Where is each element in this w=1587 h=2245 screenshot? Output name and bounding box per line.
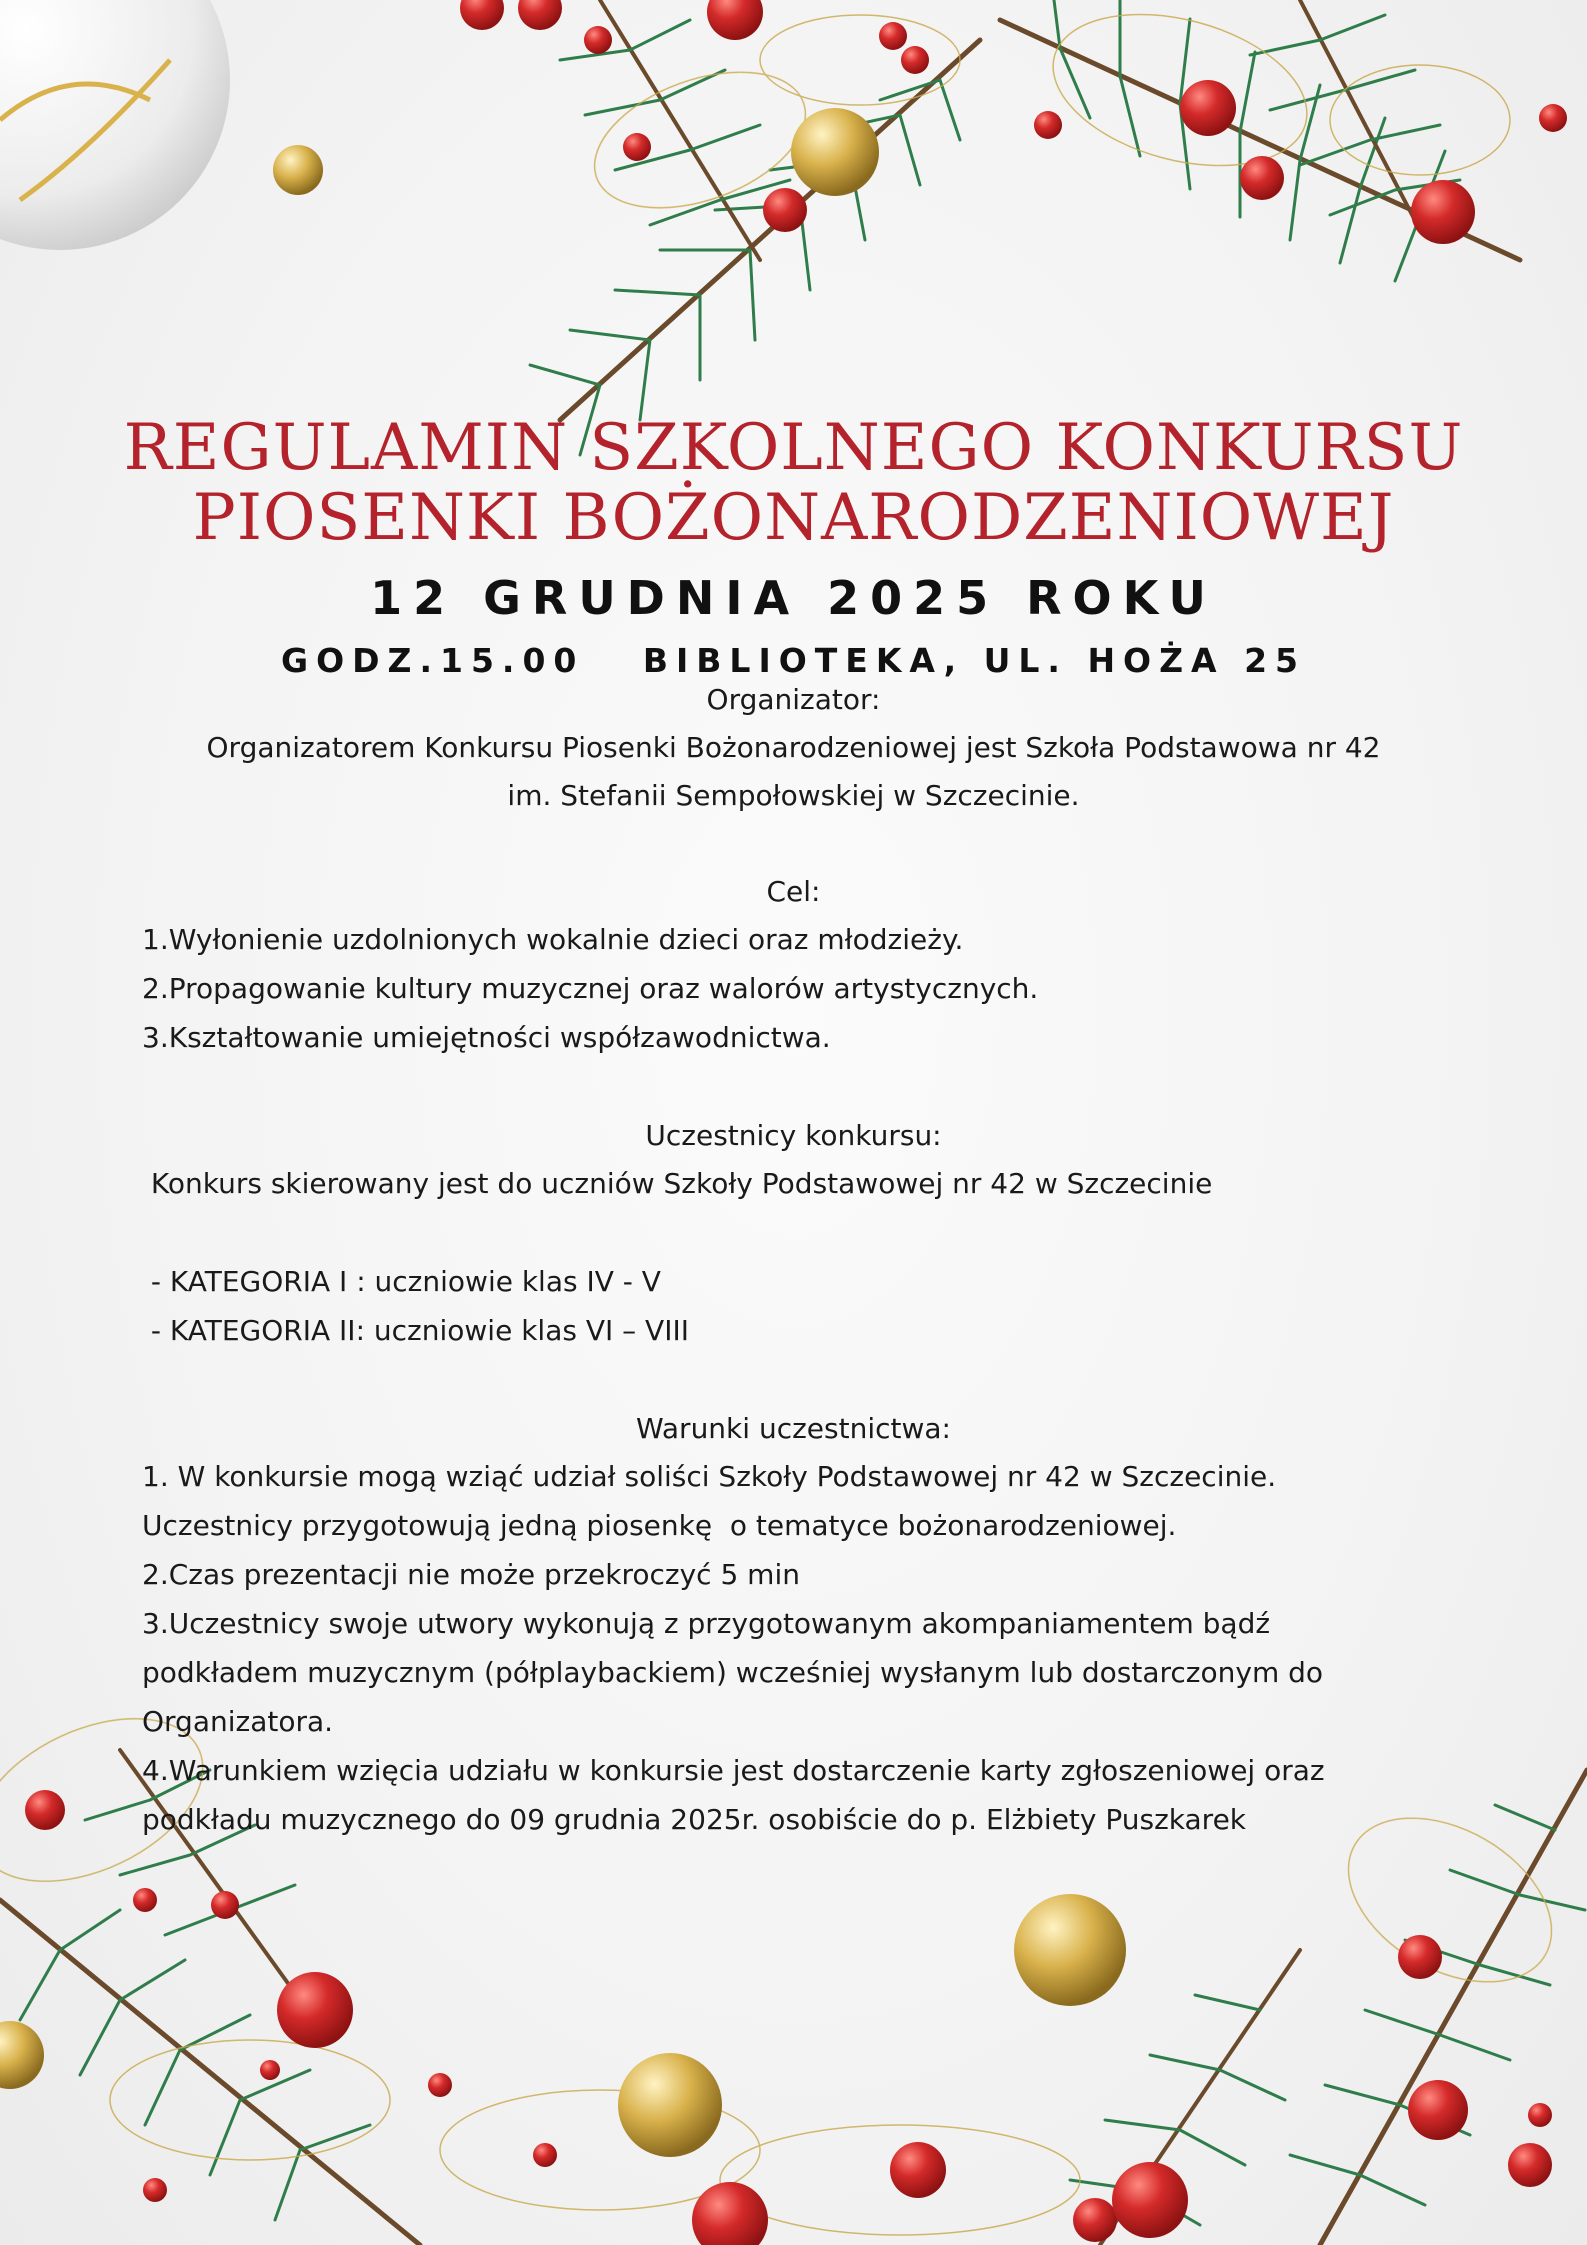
goal-heading: Cel: [766,875,821,908]
category-item: - KATEGORIA II: uczniowie klas VI – VIII [142,1314,689,1347]
condition-line: 2.Czas prezentacji nie może przekroczyć 5 min [142,1558,800,1591]
organizer-text-line-2: im. Stefanii Sempołowskiej w Szczecinie. [507,779,1080,812]
condition-line: Organizatora. [142,1705,334,1738]
condition-line: podkładu muzycznego do 09 grudnia 2025r. osobiście do p. Elżbiety Puszkarek [142,1803,1247,1836]
category-item: - KATEGORIA I : uczniowie klas IV - V [142,1265,661,1298]
condition-line: 4.Warunkiem wzięcia udziału w konkursie jest dostarczenie karty zgłoszeniowej oraz [142,1754,1325,1787]
organizer-text-line-1: Organizatorem Konkursu Piosenki Bożonarodzeniowej jest Szkoła Podstawowa nr 42 [206,731,1381,764]
event-time-place: GODZ.15.00 BIBLIOTEKA, UL. HOŻA 25 [281,641,1306,680]
goal-item: 2.Propagowanie kultury muzycznej oraz walorów artystycznych. [142,972,1039,1005]
condition-line: podkładem muzycznym (półplaybackiem) wcześniej wysłanym lub dostarczonym do [142,1656,1324,1689]
condition-line: Uczestnicy przygotowują jedną piosenkę o tematyce bożonarodzeniowej. [142,1509,1177,1542]
goal-item: 1.Wyłonienie uzdolnionych wokalnie dzieci oraz młodzieży. [142,923,964,956]
conditions-heading: Warunki uczestnictwa: [636,1412,951,1445]
participants-heading: Uczestnicy konkursu: [645,1119,942,1152]
participants-intro: Konkurs skierowany jest do uczniów Szkoły Podstawowej nr 42 w Szczecinie [142,1167,1213,1200]
title-line-2: PIOSENKI BOŻONARODZENIOWEJ [192,481,1395,555]
organizer-heading: Organizator: [706,683,881,716]
title-line-1: REGULAMIN SZKOLNEGO KONKURSU [123,411,1464,485]
condition-line: 1. W konkursie mogą wziąć udział soliści Szkoły Podstawowej nr 42 w Szczecinie. [142,1460,1277,1493]
event-date: 12 GRUDNIA 2025 ROKU [370,571,1217,625]
goal-item: 3.Kształtowanie umiejętności współzawodnictwa. [142,1021,831,1054]
condition-line: 3.Uczestnicy swoje utwory wykonują z przygotowanym akompaniamentem bądź [142,1607,1271,1640]
